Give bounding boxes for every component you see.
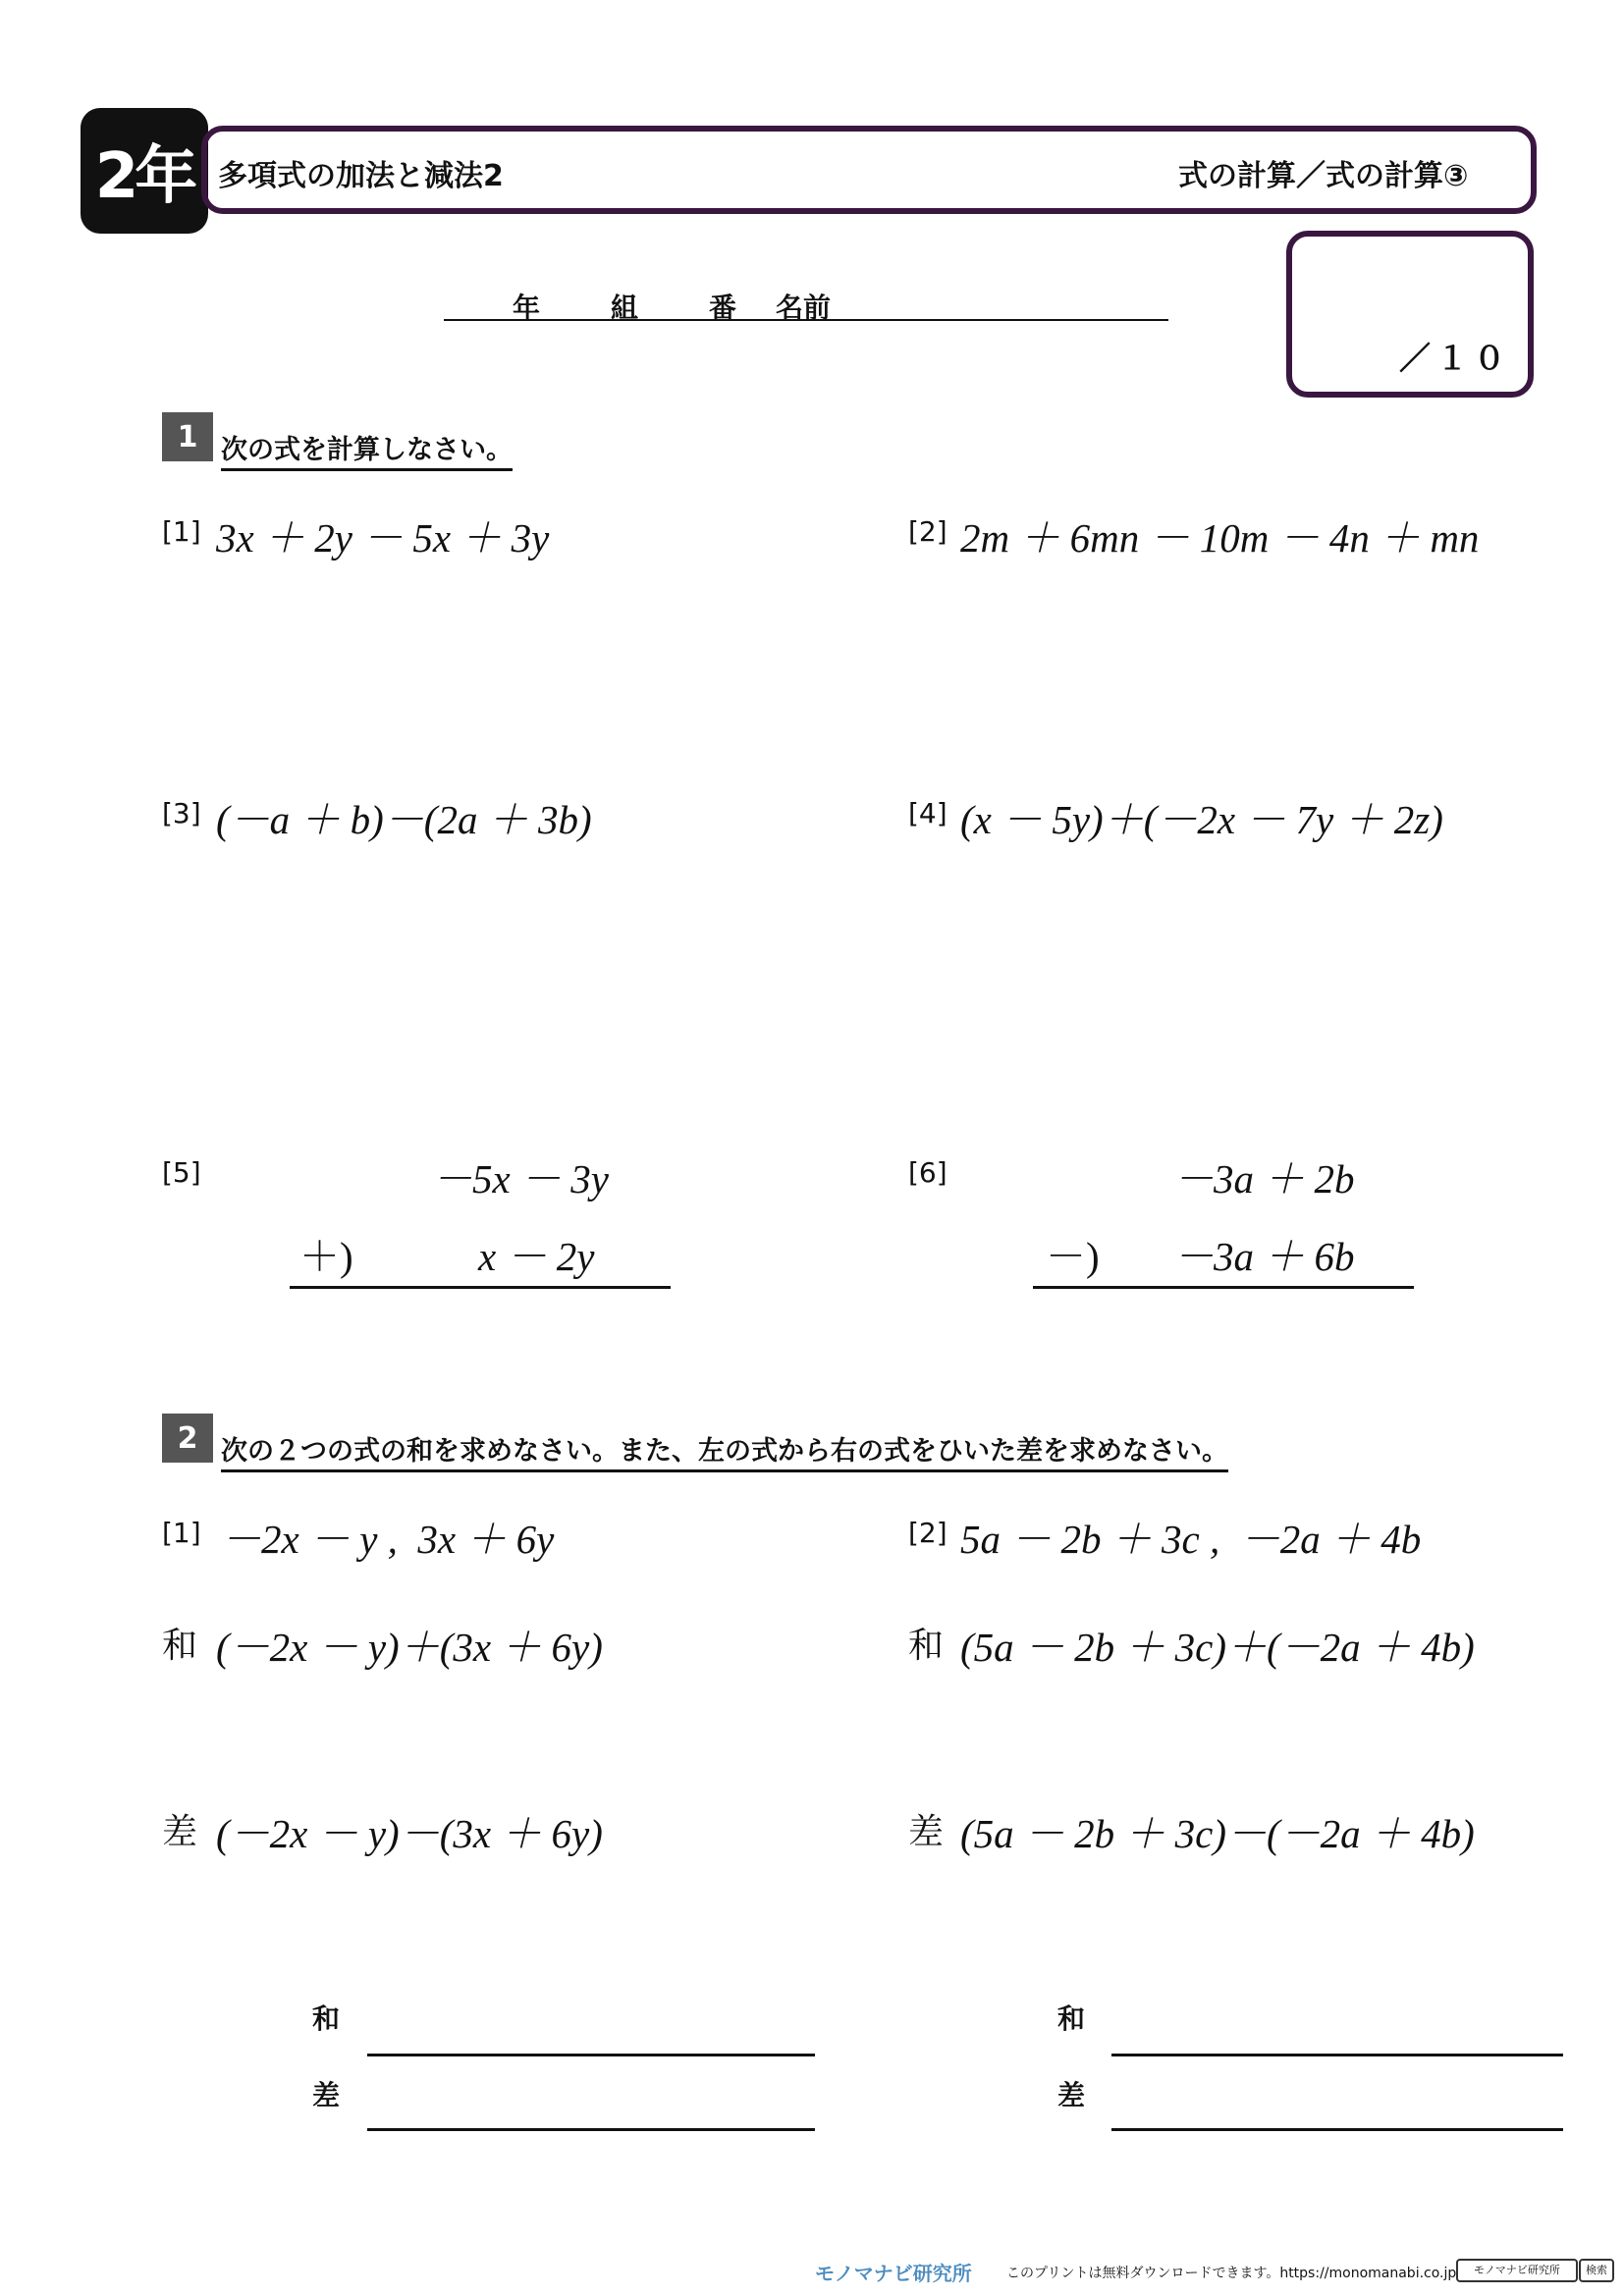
difference-expression: (5a － 2b ＋ 3c)－(－2a ＋ 4b) xyxy=(960,1811,1475,1856)
column-bottom-expression: x － 2y xyxy=(478,1234,595,1279)
difference-answer-label: 差 xyxy=(312,2079,341,2111)
problem-number: [4] xyxy=(908,797,947,829)
footer-brand-logo: モノマナビ研究所 xyxy=(815,2262,972,2285)
difference-line xyxy=(1033,1286,1414,1289)
problem-expression: 2m ＋ 6mn － 10m － 4n ＋ mn xyxy=(960,515,1480,561)
sum-answer-label: 和 xyxy=(1057,2002,1086,2035)
problem-expression: 3x ＋ 2y － 5x ＋ 3y xyxy=(216,515,550,561)
name-line xyxy=(444,319,1168,321)
problem-number: [3] xyxy=(162,797,201,829)
problem-number: [6] xyxy=(908,1156,947,1189)
problem-number: [5] xyxy=(162,1156,201,1189)
score-total: ／１０ xyxy=(1399,340,1512,377)
worksheet-unit: 式の計算／式の計算③ xyxy=(1178,159,1469,193)
sum-expression: (5a － 2b ＋ 3c)＋(－2a ＋ 4b) xyxy=(960,1625,1475,1670)
difference-answer-label: 差 xyxy=(1057,2079,1086,2111)
given-expressions: 5a － 2b ＋ 3c , －2a ＋ 4b xyxy=(960,1517,1422,1562)
worksheet-title: 多項式の加法と減法2 xyxy=(218,159,504,193)
difference-answer-line[interactable] xyxy=(367,2128,815,2131)
footer-search-box[interactable]: モノマナビ研究所 xyxy=(1456,2259,1578,2282)
difference-answer-line[interactable] xyxy=(1111,2128,1563,2131)
column-operator: －) xyxy=(1046,1234,1100,1279)
section1-instruction: 次の式を計算しなさい。 xyxy=(221,428,513,471)
difference-expression: (－2x － y)－(3x ＋ 6y) xyxy=(216,1811,603,1856)
sum-label: 和 xyxy=(908,1626,945,1666)
sum-answer-line[interactable] xyxy=(1111,2054,1563,2056)
given-expressions: －2x － y , 3x ＋ 6y xyxy=(221,1517,555,1562)
problem-expression: (－a ＋ b)－(2a ＋ 3b) xyxy=(216,797,592,842)
column-top-expression: －5x － 3y xyxy=(432,1156,609,1201)
section2-instruction: 次の２つの式の和を求めなさい。また、左の式から右の式をひいた差を求めなさい。 xyxy=(221,1429,1228,1472)
sum-label: 和 xyxy=(162,1626,198,1666)
problem-expression: (x － 5y)＋(－2x － 7y ＋ 2z) xyxy=(960,797,1443,842)
column-top-expression: －3a ＋ 2b xyxy=(1173,1156,1355,1201)
sum-answer-label: 和 xyxy=(312,2002,341,2035)
difference-label: 差 xyxy=(908,1812,945,1852)
problem-number: [2] xyxy=(908,1517,947,1549)
problem-number: [1] xyxy=(162,515,201,548)
section2-number: 2 xyxy=(162,1414,213,1463)
sum-answer-line[interactable] xyxy=(367,2054,815,2056)
sum-expression: (－2x － y)＋(3x ＋ 6y) xyxy=(216,1625,603,1670)
grade-badge: 2年 xyxy=(81,108,208,234)
section1-number: 1 xyxy=(162,412,213,461)
class-label: 組 xyxy=(611,292,639,324)
name-label: 名前 xyxy=(776,292,832,324)
footer-search-button[interactable]: 検索 xyxy=(1579,2259,1614,2282)
number-label: 番 xyxy=(709,292,737,324)
column-operator: ＋) xyxy=(299,1234,353,1279)
footer-text: このプリントは無料ダウンロードできます。https://monomanabi.co.jp xyxy=(1006,2266,1457,2281)
problem-number: [2] xyxy=(908,515,947,548)
problem-number: [1] xyxy=(162,1517,201,1549)
year-label: 年 xyxy=(513,292,541,324)
difference-label: 差 xyxy=(162,1812,198,1852)
column-bottom-expression: －3a ＋ 6b xyxy=(1173,1234,1355,1279)
sum-line xyxy=(290,1286,671,1289)
